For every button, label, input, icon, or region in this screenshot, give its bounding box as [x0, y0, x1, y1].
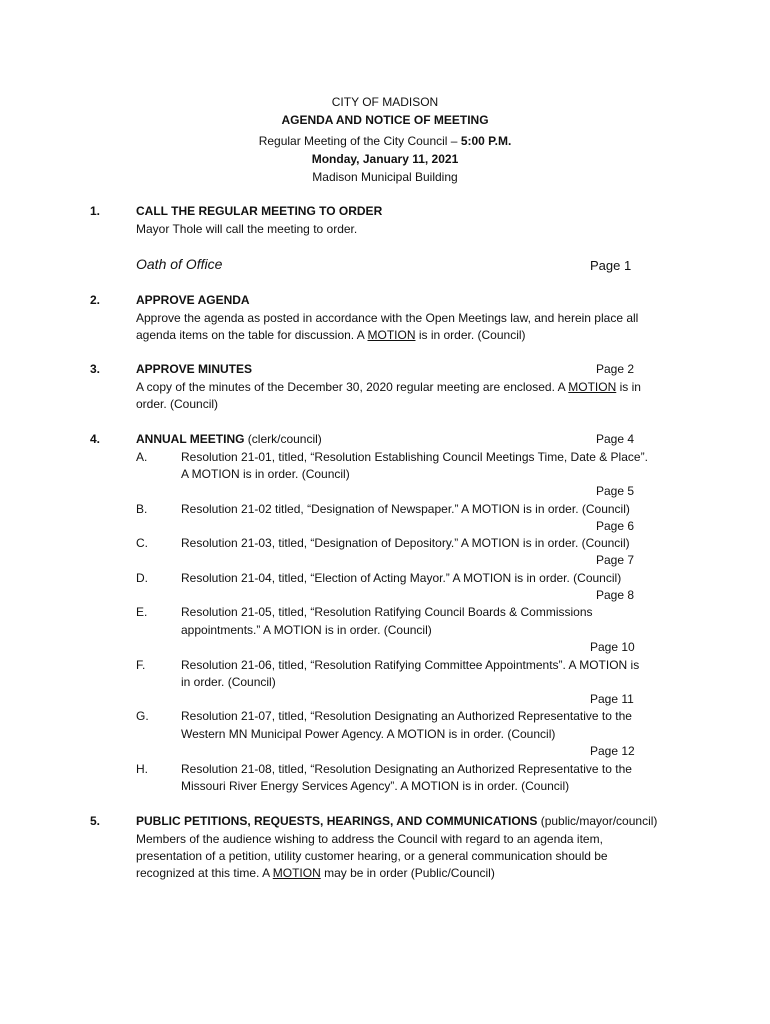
meeting-date: Monday, January 11, 2021 — [311, 152, 459, 166]
resolution-g-page-ref: Page 11 — [590, 692, 634, 706]
item-5-heading-line — [136, 813, 657, 831]
item-2-heading: APPROVE AGENDA — [136, 293, 250, 307]
motion-link: MOTION — [568, 380, 617, 394]
resolution-f-page-ref: Page 10 — [590, 640, 635, 654]
resolution-g-letter: G. — [136, 709, 149, 723]
resolution-h-line-1: Resolution 21-08, titled, “Resolution Designating an Authorized Representative to the — [181, 762, 632, 776]
resolution-c-letter: C. — [136, 536, 148, 550]
resolution-c-page-ref: Page 6 — [596, 519, 635, 533]
resolution-h-line-2: Missouri River Energy Services Agency”. A MOTION is in order. (Council) — [181, 779, 570, 793]
item-5-line-3 — [136, 865, 495, 883]
item-3-number: 3. — [90, 362, 101, 376]
resolution-e-page-ref: Page 8 — [596, 588, 635, 602]
item-3-page-ref: Page 2 — [596, 362, 635, 376]
item-1-number: 1. — [90, 204, 101, 218]
resolution-d-page-ref: Page 7 — [596, 553, 635, 567]
item-5-heading-suffix: (public/mayor/council) — [537, 814, 658, 828]
item-5-number: 5. — [90, 814, 101, 828]
meeting-location: Madison Municipal Building — [312, 170, 458, 184]
item-2-number: 2. — [90, 293, 101, 307]
item-3-heading: APPROVE MINUTES — [136, 362, 253, 376]
resolution-a-letter: A. — [136, 450, 148, 464]
item-5-line-2: presentation of a petition, utility customer hearing, or a general communication should be — [136, 849, 608, 863]
item-3-line-1 — [136, 379, 641, 397]
item-5-heading: PUBLIC PETITIONS, REQUESTS, HEARINGS, AND COMMUNICATIONS — [136, 814, 538, 828]
resolution-h-letter: H. — [136, 762, 148, 776]
resolution-b-letter: B. — [136, 502, 148, 516]
meeting-prefix: Regular Meeting of the City Council – — [258, 134, 461, 148]
item-2-line-2 — [136, 327, 526, 345]
resolution-e-line-1: Resolution 21-05, titled, “Resolution Ratifying Council Boards & Commissions — [181, 605, 593, 619]
motion-link: MOTION — [272, 866, 321, 880]
item-4-page-ref: Page 4 — [596, 432, 635, 446]
item-5-line-3-pre: recognized at this time. A — [136, 866, 273, 880]
resolution-g-line-2: Western MN Municipal Power Agency. A MOTION is in order. (Council) — [181, 727, 556, 741]
item-2-line-2-pre: agenda items on the table for discussion. A — [136, 328, 368, 342]
resolution-a-line-2: A MOTION is in order. (Council) — [181, 467, 350, 481]
oath-of-office: Oath of Office — [136, 256, 223, 272]
item-3-line-1-post: is in — [616, 380, 641, 394]
item-3-line-2: order. (Council) — [136, 397, 219, 411]
item-2-line-1: Approve the agenda as posted in accordance with the Open Meetings law, and herein place all — [136, 311, 639, 325]
item-4-heading: ANNUAL MEETING — [136, 432, 245, 446]
meeting-line — [0, 133, 770, 151]
resolution-e-letter: E. — [136, 605, 148, 619]
item-5-line-1: Members of the audience wishing to address the Council with regard to an agenda item, — [136, 832, 603, 846]
item-3-line-1-pre: A copy of the minutes of the December 30, 2020 regular meeting are enclosed. A — [136, 380, 569, 394]
item-1-heading: CALL THE REGULAR MEETING TO ORDER — [136, 204, 383, 218]
document-title: AGENDA AND NOTICE OF MEETING — [281, 113, 489, 127]
item-1-body: Mayor Thole will call the meeting to order. — [136, 222, 358, 236]
resolution-c-line-1: Resolution 21-03, titled, “Designation of Depository.” A MOTION is in order. (Council) — [181, 536, 630, 550]
item-4-heading-suffix: (clerk/council) — [244, 432, 322, 446]
resolution-e-line-2: appointments.” A MOTION is in order. (Council) — [181, 623, 432, 637]
resolution-f-letter: F. — [136, 658, 146, 672]
city-name: CITY OF MADISON — [331, 95, 439, 109]
resolution-g-line-1: Resolution 21-07, titled, “Resolution Designating an Authorized Representative to the — [181, 709, 632, 723]
item-4-heading-line — [136, 431, 322, 449]
oath-page-ref: Page 1 — [590, 258, 632, 273]
item-4-number: 4. — [90, 432, 101, 446]
item-5-line-3-post: may be in order (Public/Council) — [320, 866, 495, 880]
motion-link: MOTION — [367, 328, 416, 342]
resolution-h-page-ref: Page 12 — [590, 744, 635, 758]
resolution-d-letter: D. — [136, 571, 148, 585]
resolution-d-line-1: Resolution 21-04, titled, “Election of Acting Mayor.” A MOTION is in order. (Council) — [181, 571, 622, 585]
resolution-b-line-1: Resolution 21-02 titled, “Designation of Newspaper.” A MOTION is in order. (Council) — [181, 502, 630, 516]
meeting-time: 5:00 P.M. — [460, 134, 512, 148]
resolution-f-line-2: in order. (Council) — [181, 675, 276, 689]
resolution-b-page-ref: Page 5 — [596, 484, 635, 498]
resolution-a-line-1: Resolution 21-01, titled, “Resolution Establishing Council Meetings Time, Date & Place”. — [181, 450, 648, 464]
item-2-line-2-post: is in order. (Council) — [415, 328, 526, 342]
resolution-f-line-1: Resolution 21-06, titled, “Resolution Ratifying Committee Appointments”. A MOTION is — [181, 658, 640, 672]
